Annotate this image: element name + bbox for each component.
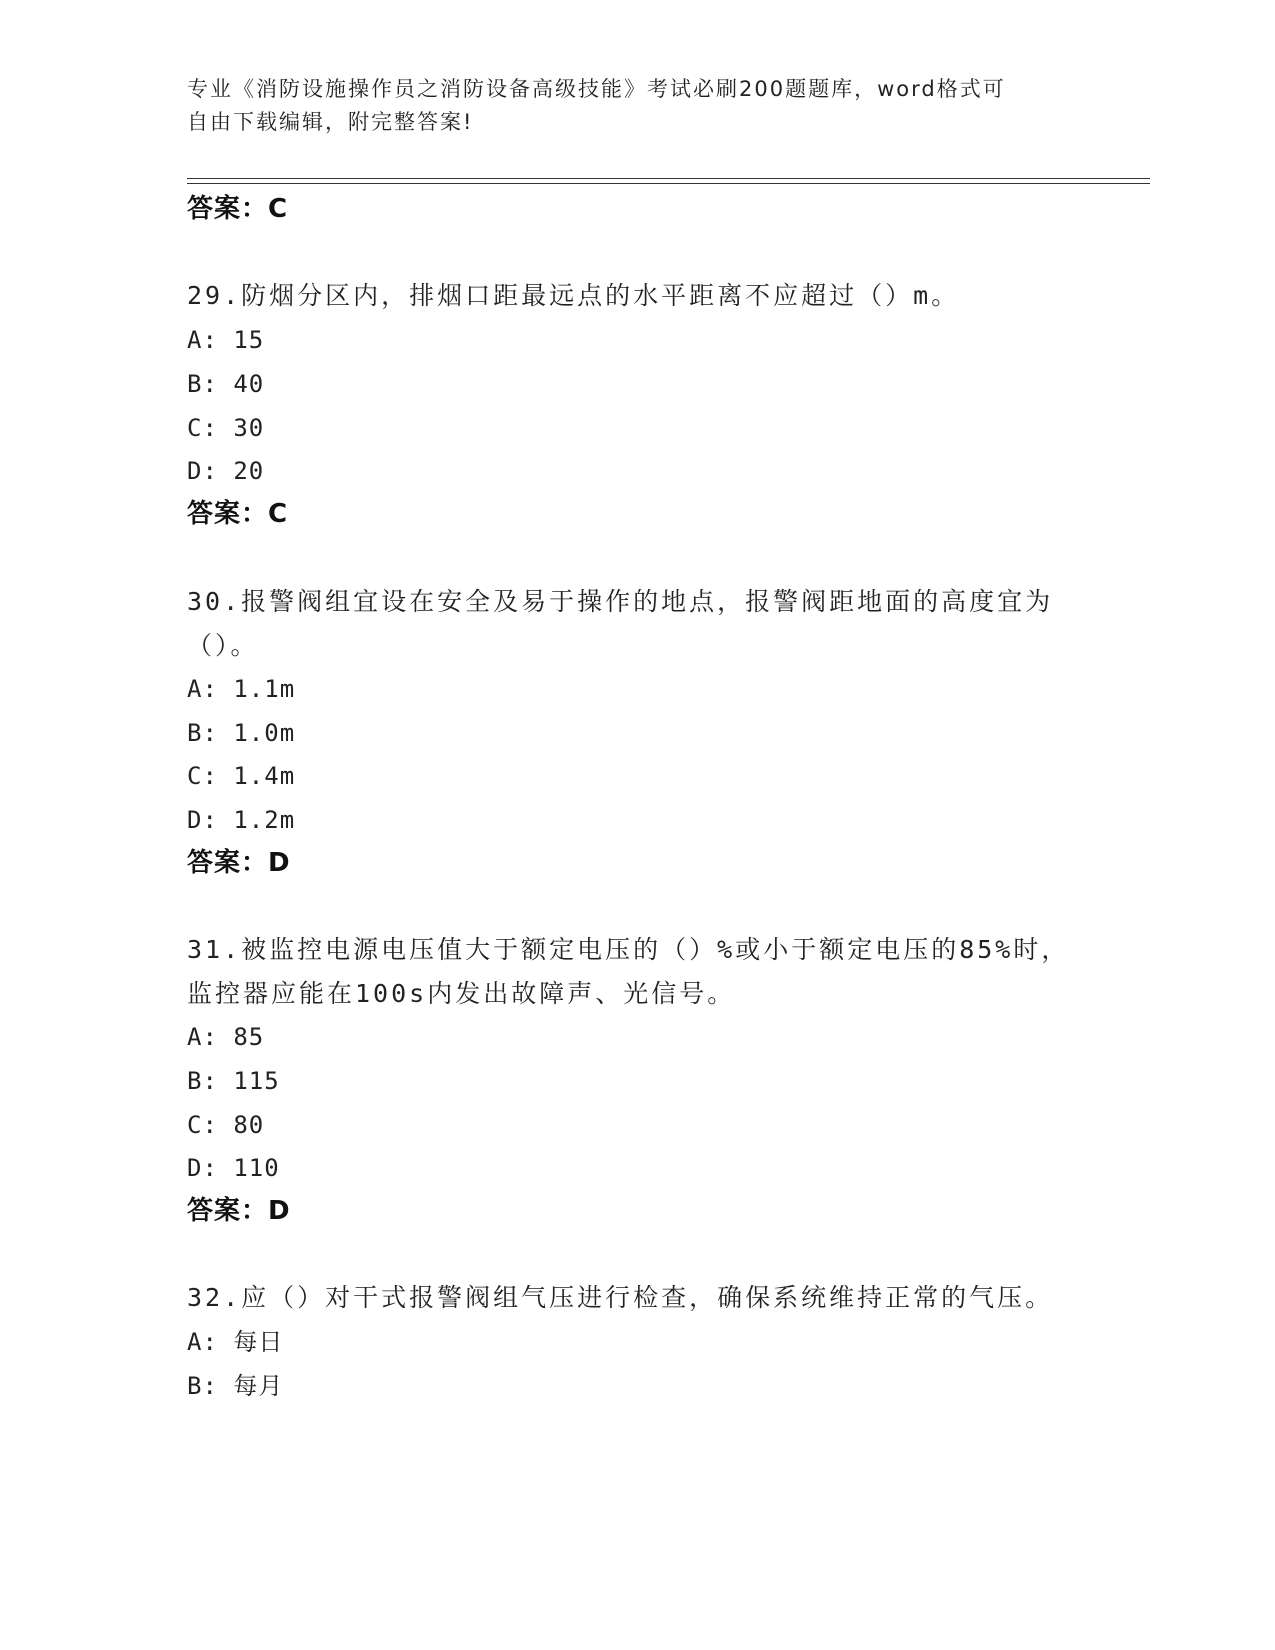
question-31-stem-line-2: 监控器应能在100s内发出故障声、光信号。 <box>187 979 736 1008</box>
question-31-answer: 答案：D <box>187 1196 291 1226</box>
question-29-option-b: B: 40 <box>187 370 265 398</box>
header-rule-top <box>187 178 1150 179</box>
question-32-stem: 32.应（）对干式报警阀组气压进行检查，确保系统维持正常的气压。 <box>187 1283 1054 1312</box>
question-29-stem: 29.防烟分区内，排烟口距最远点的水平距离不应超过（）m。 <box>187 281 960 310</box>
question-30-stem-line-2: （）。 <box>187 631 259 660</box>
question-30-option-b: B: 1.0m <box>187 719 296 747</box>
question-30-stem-line-1: 30.报警阀组宜设在安全及易于操作的地点，报警阀距地面的高度宜为 <box>187 587 1054 616</box>
question-31-option-a: A: 85 <box>187 1023 265 1051</box>
question-30-answer: 答案：D <box>187 848 291 878</box>
question-29-option-d: D: 20 <box>187 457 265 485</box>
question-32-option-a: A: 每日 <box>187 1328 284 1356</box>
question-31-option-b: B: 115 <box>187 1067 280 1095</box>
header-rule-bottom <box>187 183 1150 184</box>
answer-q28: 答案：C <box>187 194 289 224</box>
question-30-option-d: D: 1.2m <box>187 806 296 834</box>
question-31-stem-line-1: 31.被监控电源电压值大于额定电压的（）%或小于额定电压的85%时， <box>187 935 1070 964</box>
question-29-option-c: C: 30 <box>187 414 265 442</box>
question-30-option-c: C: 1.4m <box>187 762 296 790</box>
document-header <box>187 73 1067 139</box>
header-line-1: 专业《消防设施操作员之消防设备高级技能》考试必刷200题题库，word格式可 <box>187 77 1006 101</box>
question-31-option-d: D: 110 <box>187 1154 280 1182</box>
question-29-option-a: A: 15 <box>187 326 265 354</box>
question-31-option-c: C: 80 <box>187 1111 265 1139</box>
question-29-answer: 答案：C <box>187 499 289 529</box>
question-32-option-b: B: 每月 <box>187 1372 284 1400</box>
question-30-option-a: A: 1.1m <box>187 675 296 703</box>
header-line-2: 自由下载编辑，附完整答案! <box>187 110 474 134</box>
